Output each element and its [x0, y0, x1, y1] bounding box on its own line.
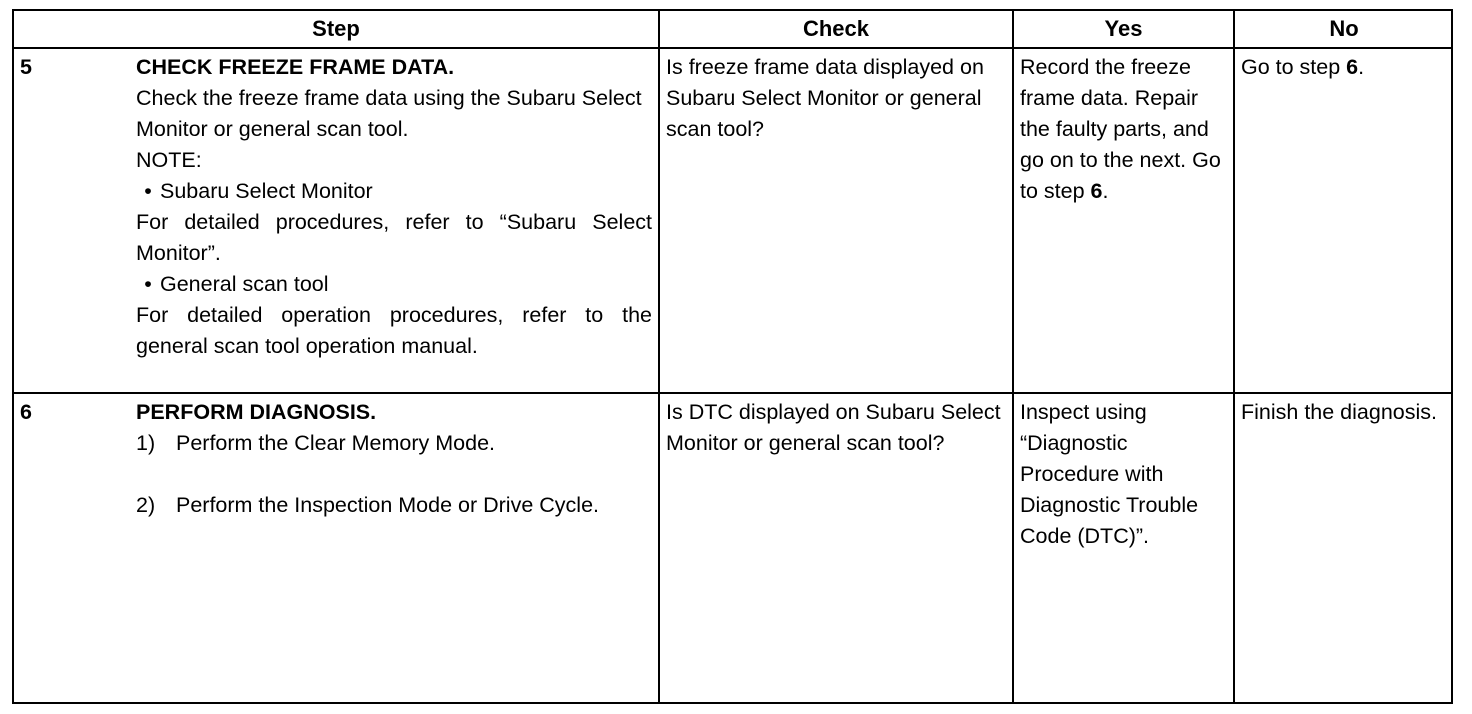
list-text: Perform the Inspection Mode or Drive Cycle.	[176, 493, 599, 517]
bullet-text: General scan tool	[160, 272, 329, 296]
step-title: PERFORM DIAGNOSIS.	[136, 400, 377, 424]
yes-text: Inspect using “Diagnostic Procedure with Diagnostic Trouble Code (DTC)”.	[1020, 400, 1199, 548]
table-header-row	[14, 11, 1451, 49]
header-no: No	[1329, 16, 1359, 41]
column-divider	[658, 11, 660, 702]
column-divider	[1012, 11, 1014, 702]
row-divider	[14, 392, 1451, 394]
note-label: NOTE:	[136, 148, 202, 172]
bullet-dot: •	[144, 179, 152, 203]
header-check: Check	[802, 16, 870, 41]
no-step-ref: 6	[1346, 55, 1359, 79]
yes-text-body: Record the freeze frame data. Repair the faulty parts, and go on to the next. Go to step	[1020, 55, 1221, 203]
step-number: 6	[20, 400, 32, 424]
header-step: Step	[312, 16, 360, 41]
step-number: 5	[20, 55, 32, 79]
step-title: CHECK FREEZE FRAME DATA.	[136, 55, 455, 79]
bullet-item	[136, 176, 652, 207]
list-text: Perform the Clear Memory Mode.	[176, 431, 496, 455]
check-text: Is freeze frame data displayed on Subaru Select Monitor or general scan tool?	[666, 55, 984, 141]
list-number: 2)	[136, 493, 156, 517]
check-text: Is DTC displayed on Subaru Select Monitor or general scan tool?	[666, 400, 1001, 455]
diagnostic-table	[12, 9, 1453, 704]
yes-text	[1020, 52, 1230, 207]
step-intro: Check the freeze frame data using the Subaru Select Monitor or general scan tool.	[136, 86, 642, 141]
step-description	[136, 397, 656, 521]
no-text	[1241, 52, 1449, 83]
yes-text-end: .	[1102, 179, 1109, 203]
no-text: Finish the diagnosis.	[1241, 400, 1437, 424]
bullet-detail: For detailed procedures, refer to “Subaru Select Monitor”.	[136, 210, 652, 265]
yes-step-ref: 6	[1090, 179, 1103, 203]
no-text-body: Go to step	[1241, 55, 1347, 79]
bullet-item	[136, 269, 652, 300]
list-number: 1)	[136, 431, 156, 455]
list-item	[136, 428, 656, 459]
column-divider	[1233, 11, 1235, 702]
header-yes: Yes	[1104, 16, 1143, 41]
no-text-end: .	[1358, 55, 1365, 79]
step-description	[136, 52, 652, 362]
bullet-dot: •	[144, 272, 152, 296]
bullet-detail: For detailed operation procedures, refer to the general scan tool operation manual.	[136, 303, 652, 358]
bullet-text: Subaru Select Monitor	[160, 179, 373, 203]
list-item	[136, 490, 656, 521]
